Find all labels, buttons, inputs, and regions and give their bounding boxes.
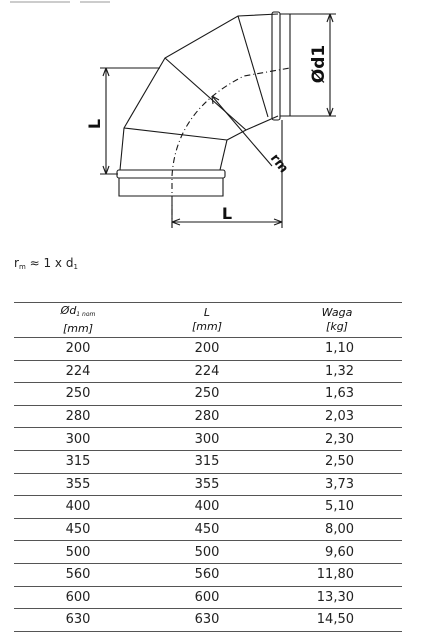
cell-weight: 8,00 xyxy=(272,518,402,541)
cell-length: 200 xyxy=(142,338,272,361)
cell-length: 355 xyxy=(142,473,272,496)
cell-diameter: 315 xyxy=(14,450,142,473)
cell-length: 560 xyxy=(142,563,272,586)
elbow-outer-outline xyxy=(120,14,278,170)
cell-weight: 9,60 xyxy=(272,541,402,564)
cell-diameter: 200 xyxy=(14,338,142,361)
cell-weight: 1,32 xyxy=(272,360,402,383)
dimensions-weight-table xyxy=(14,302,402,632)
table-row xyxy=(14,360,402,383)
cell-diameter: 224 xyxy=(14,360,142,383)
cell-length: 400 xyxy=(142,496,272,519)
header-length-main: L xyxy=(203,306,211,319)
cell-length: 224 xyxy=(142,360,272,383)
header-weight-unit: [kg] xyxy=(326,320,348,333)
segment-seam-1 xyxy=(124,128,227,140)
table-row xyxy=(14,518,402,541)
table-row xyxy=(14,563,402,586)
cell-length: 600 xyxy=(142,586,272,609)
table-row xyxy=(14,541,402,564)
table-row xyxy=(14,496,402,519)
cell-diameter: 400 xyxy=(14,496,142,519)
bottom-collar-band xyxy=(119,178,223,196)
radius-formula xyxy=(14,256,78,271)
cell-weight: 14,50 xyxy=(272,609,402,632)
header-diameter-sub: 1 nom xyxy=(76,311,96,318)
cell-length: 280 xyxy=(142,405,272,428)
cell-weight: 13,30 xyxy=(272,586,402,609)
cell-diameter: 630 xyxy=(14,609,142,632)
cell-diameter: 560 xyxy=(14,563,142,586)
cell-diameter: 500 xyxy=(14,541,142,564)
table-row xyxy=(14,428,402,451)
table-header-row xyxy=(14,303,402,338)
dimension-L-horizontal-label: L xyxy=(221,204,233,223)
formula-m-sub: m xyxy=(18,263,26,271)
segment-seam-3 xyxy=(238,16,268,117)
cell-diameter: 300 xyxy=(14,428,142,451)
table-row xyxy=(14,586,402,609)
cell-diameter: 250 xyxy=(14,383,142,406)
header-length-unit: [mm] xyxy=(191,320,222,333)
header-diameter-main: Ød xyxy=(60,304,77,317)
dimension-L-vertical-label: L xyxy=(85,118,104,130)
cell-diameter: 355 xyxy=(14,473,142,496)
cell-length: 300 xyxy=(142,428,272,451)
bottom-collar xyxy=(117,170,225,178)
table-body xyxy=(14,338,402,632)
dimension-d1-label: Ød1 xyxy=(309,44,329,84)
cell-weight: 11,80 xyxy=(272,563,402,586)
cell-diameter: 280 xyxy=(14,405,142,428)
segment-seam-2 xyxy=(165,58,246,130)
table-row xyxy=(14,405,402,428)
table-row xyxy=(14,450,402,473)
header-diameter-unit: [mm] xyxy=(62,322,93,335)
cell-weight: 2,50 xyxy=(272,450,402,473)
formula-r: r xyxy=(14,256,19,270)
right-collar xyxy=(272,12,280,120)
cell-weight: 5,10 xyxy=(272,496,402,519)
cell-length: 450 xyxy=(142,518,272,541)
header-length xyxy=(142,303,272,338)
cell-length: 630 xyxy=(142,609,272,632)
dimension-L-vertical xyxy=(100,68,160,174)
formula-1-sub: 1 xyxy=(73,263,78,271)
dimension-rm xyxy=(212,96,272,166)
elbow-technical-drawing xyxy=(0,0,424,240)
right-collar-band xyxy=(280,14,290,116)
table-row xyxy=(14,383,402,406)
cell-length: 315 xyxy=(142,450,272,473)
cell-length: 250 xyxy=(142,383,272,406)
table-row xyxy=(14,338,402,361)
cell-weight: 1,10 xyxy=(272,338,402,361)
header-diameter xyxy=(14,303,142,338)
header-weight-main: Waga xyxy=(321,306,353,319)
cell-diameter: 450 xyxy=(14,518,142,541)
dimension-rm-label: rm xyxy=(266,151,291,177)
header-weight xyxy=(272,303,402,338)
cell-weight: 2,30 xyxy=(272,428,402,451)
cell-weight: 1,63 xyxy=(272,383,402,406)
formula-approx: ≈ 1 x d xyxy=(25,256,74,270)
cell-weight: 3,73 xyxy=(272,473,402,496)
cell-length: 500 xyxy=(142,541,272,564)
cell-weight: 2,03 xyxy=(272,405,402,428)
cell-diameter: 600 xyxy=(14,586,142,609)
table-row xyxy=(14,473,402,496)
